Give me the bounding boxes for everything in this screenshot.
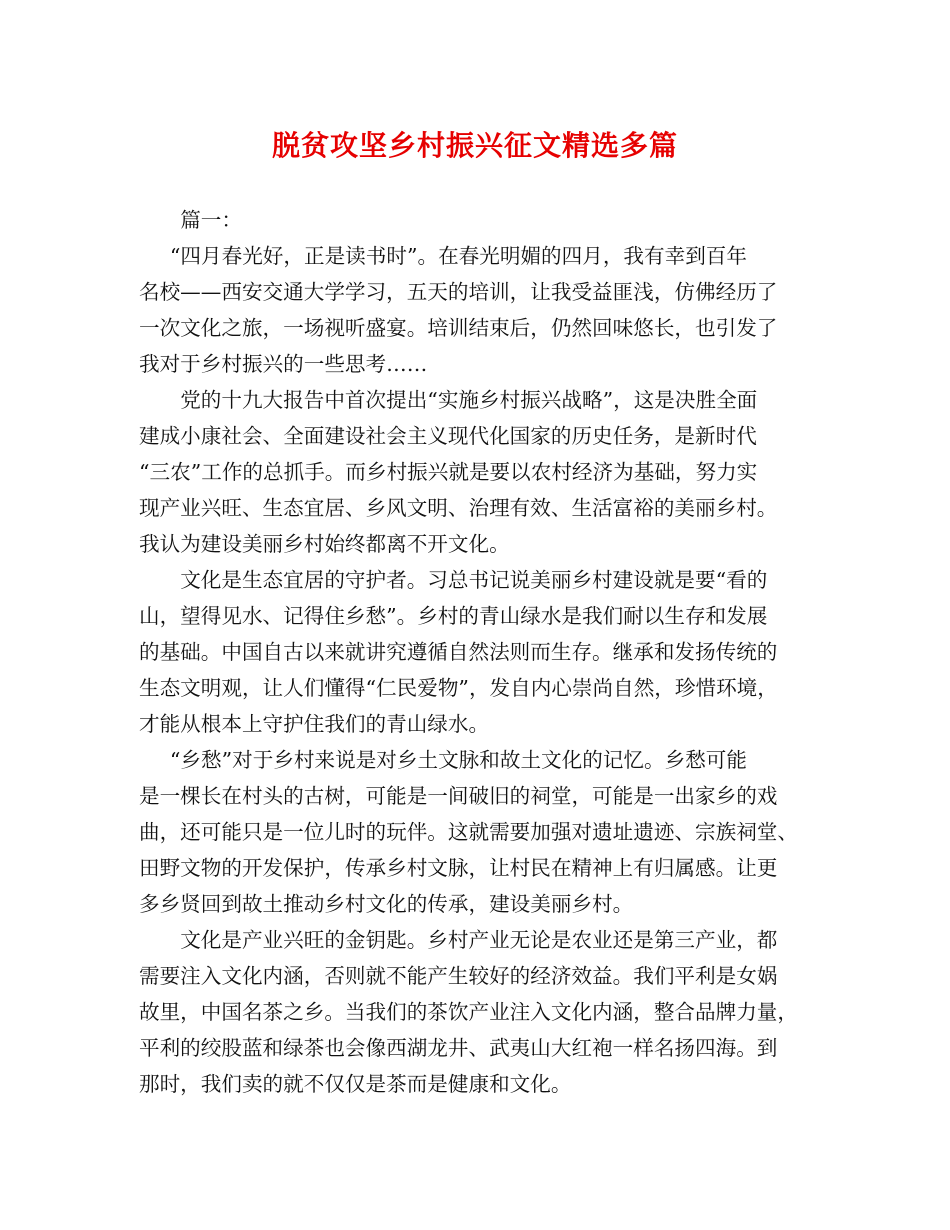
paragraph-1 xyxy=(139,238,819,382)
text-line: 田野文物的开发保护，传承乡村文脉，让村民在精神上有归属感。让更 xyxy=(139,856,778,880)
text-line: 现产业兴旺、生态宜居、乡风文明、治理有效、生活富裕的美丽乡村。 xyxy=(139,496,778,520)
text-line: 平利的绞股蓝和绿茶也会像西湖龙井、武夷山大红袍一样名扬四海。到 xyxy=(139,1036,778,1060)
paragraph-5 xyxy=(139,922,819,1102)
text-line: 一次文化之旅，一场视听盛宴。培训结束后，仍然回味悠长，也引发了 xyxy=(139,316,778,340)
paragraph-4 xyxy=(139,742,819,922)
text-line: “四月春光好，正是读书时”。在春光明媚的四月，我有幸到百年 xyxy=(169,244,747,268)
text-line: 我对于乡村振兴的一些思考…… xyxy=(139,352,428,376)
document-title: 脱贫攻坚乡村振兴征文精选多篇 xyxy=(271,129,678,162)
text-line: 文化是生态宜居的守护者。习总书记说美丽乡村建设就是要“看的 xyxy=(180,568,768,592)
paragraph-3 xyxy=(139,562,819,742)
text-line: 那时，我们卖的就不仅仅是茶而是健康和文化。 xyxy=(139,1072,572,1096)
text-line: “三农”工作的总抓手。而乡村振兴就是要以农村经济为基础，努力实 xyxy=(139,460,758,484)
text-line: 曲，还可能只是一位儿时的玩伴。这就需要加强对遗址遗迹、宗族祠堂、 xyxy=(139,820,798,844)
text-line: 文化是产业兴旺的金钥匙。乡村产业无论是农业还是第三产业，都 xyxy=(180,928,778,952)
text-line: 我认为建设美丽乡村始终都离不开文化。 xyxy=(139,532,510,556)
section-label-paragraph xyxy=(139,202,819,238)
text-line: 党的十九大报告中首次提出“实施乡村振兴战略”，这是决胜全面 xyxy=(180,388,758,412)
text-line: 故里，中国名茶之乡。当我们的茶饮产业注入文化内涵，整合品牌力量， xyxy=(139,1000,798,1024)
paragraph-2 xyxy=(139,382,819,562)
text-line: 建成小康社会、全面建设社会主义现代化国家的历史任务，是新时代 xyxy=(139,424,757,448)
text-line: 是一棵长在村头的古树，可能是一间破旧的祠堂，可能是一出家乡的戏 xyxy=(139,784,778,808)
text-line: 生态文明观，让人们懂得“仁民爱物”，发自内心崇尚自然，珍惜环境， xyxy=(139,676,778,700)
section-label: 篇一： xyxy=(180,208,242,232)
document-body xyxy=(139,202,819,1102)
text-line: “乡愁”对于乡村来说是对乡土文脉和故土文化的记忆。乡愁可能 xyxy=(169,748,747,772)
text-line: 需要注入文化内涵，否则就不能产生较好的经济效益。我们平利是女娲 xyxy=(139,964,778,988)
text-line: 山，望得见水、记得住乡愁”。乡村的青山绿水是我们耐以生存和发展 xyxy=(139,604,768,628)
text-line: 的基础。中国自古以来就讲究遵循自然法则而生存。继承和发扬传统的 xyxy=(139,640,778,664)
text-line: 名校——西安交通大学学习，五天的培训，让我受益匪浅，仿佛经历了 xyxy=(139,280,778,304)
text-line: 多乡贤回到故土推动乡村文化的传承，建设美丽乡村。 xyxy=(139,892,634,916)
text-line: 才能从根本上守护住我们的青山绿水。 xyxy=(139,712,490,736)
